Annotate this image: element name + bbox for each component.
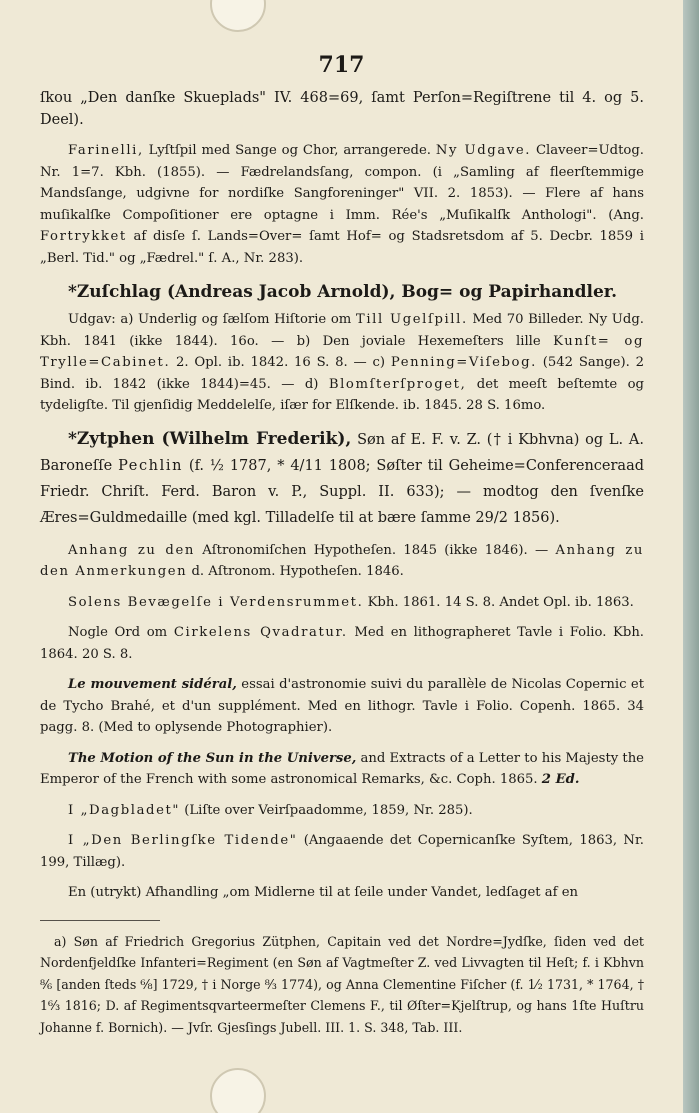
zuschlag-f: det meeſt beſtemte og tydeligſte. Til gjenſidig Meddelelſe, iſær for Elſkende. ib. 1845. 28 S. 16mo. [40,376,644,413]
zuschlag-e: (542 Sange). 2 Bind. ib. 1842 (ikke 1844)=45. — d) [40,355,644,392]
ny-udg: Ny Udg. [588,312,644,327]
zytphen-entry [40,426,644,531]
kunst-cabinet: Kunſt= og Trylle=Cabinet. [40,333,644,370]
anhang-1-rest: Aſtronomiſchen Hypotheſen. 1845 (ikke 1846). — [202,542,549,558]
motion-title: The Motion of the Sun in the Universe, [68,750,357,766]
ny-udgave: Ny Udgave. [435,143,532,158]
nogle-lead: Nogle Ord om [68,625,168,640]
afhandling-line: En (utrykt) Afhandling „om Midlerne til at ſeile under Vandet, ledſaget af en [68,885,579,900]
fortrykket: Fortrykket [40,229,127,244]
zuschlag-entry [40,309,644,417]
blomstersproget: Blomſterſproget, [328,376,467,392]
solens-title: Solens Bevægelſe i Verdensrummet. [68,594,364,610]
motion-edition: 2 Ed. [541,772,580,787]
anhang-1-title: Anhang zu den [68,542,195,558]
zytphen-b: (f. ½ 1787, * 4/11 1808; Søſter til Geheime=Conferenceraad Friedr. Chriſt. Ferd. Baron v. P., Suppl. II. 633); — modtog den ſvenſke Æres=Guldmedaille (med kgl. Tilladelſe til at bære ſamme 29/2 1856). [40,457,644,526]
zuschlag-b: Med 70 Billeder. [472,312,584,327]
intro-line: ſkou „Den danſke Skueplads" IV. 468=69, ſamt Perſon=Regiſtrene til 4. og 5. Deel). [40,90,644,128]
solens-rest: Kbh. 1861. 14 S. 8. Andet Opl. ib. 1863. [367,594,634,610]
motion-rest: and Extracts of a Letter to his Majesty the Emperor of the French with some astronomical Remarks, &c. Coph. 1865. [40,750,644,787]
penning-visebog: Penning=Viſebog. [390,355,537,370]
zuschlag-c: Kbh. 1841 (ikke 1844). 16o. — b) Den joviale Hexemeſters lille [40,333,541,349]
binding-hole-top [210,0,266,32]
berlingske-entry [40,830,644,873]
till-ugelspill: Till Ugelſpill. [355,312,468,327]
mouvement-title: Le mouvement sidéral, [68,677,237,692]
mouvement-entry [40,674,644,739]
book-spine [683,0,699,1113]
motion-entry [40,748,644,791]
page-body [40,88,644,1047]
dagbladet-title: I „Dagbladet" [68,802,181,818]
zytphen-heading: *Zytphen (Wilhelm Frederik), [68,428,352,449]
farinelli-entry [40,140,644,269]
farinelli-desc-b: Claveer=Udtog. Nr. 1=7. Kbh. (1855). — Fædrelandsſang, compon. (i „Samling af fleerſtemmige Mandsſange, udgivne for nordiſke Sangforeninger" VII. 2. 1853). — Flere af hans muſikalſke Compoſitioner ere optagne i Imm. Rée's „Muſikalſk Anthologi". (Ang. [40,143,644,223]
page-number: 717 [318,52,365,78]
anhang-1 [40,540,644,583]
zuschlag-heading: *Zuſchlag (Andreas Jacob Arnold), Bog= og Papirhandler. [68,282,618,302]
footnote-rule [40,920,160,921]
binding-hole-bottom [210,1068,266,1113]
nogle-entry [40,622,644,665]
dagbladet-entry [40,800,644,822]
anhang-2-rest: d. Aſtronom. Hypotheſen. 1846. [191,564,404,579]
farinelli-desc: Lyſtſpil med Sange og Chor, arrangerede. [148,143,431,158]
farinelli-desc-c: af disſe ſ. Lands=Over= ſamt Hof= og Stadsretsdom af 5. Decbr. 1859 i „Berl. Tid." og „Fædrel." ſ. A., Nr. 283). [40,229,644,266]
zuschlag-a: Udgav: a) Underlig og ſælſom Hiſtorie om [68,312,352,327]
dagbladet-rest: (Liſte over Veirſpaadomme, 1859, Nr. 285). [184,802,473,818]
zuschlag-d: 2. Opl. ib. 1842. 16 S. 8. — c) [176,355,386,370]
zytphen-a: Søn af E. F. v. Z. († i Kbhvna) og L. A. Baroneſſe [40,431,644,474]
berlingske-rest: (Angaaende det Copernicanſke Syſtem, 1863, Nr. 199, Tillæg). [40,833,644,870]
footnote: a) Søn af Friedrich Gregorius Zütphen, Capitain ved det Nordre=Jydſke, ſiden ved det Nordenfjeldſke Infanteri=Regiment (en Søn af Vagtmeſter Z. ved Livvagten til Heſt; f. i Kbhvn ⁸⁄₆ [anden ſteds ⁶⁄₈] 1729, † i Norge ⁸⁄₃ 1774), og Anna Clementine Fiſcher (f. 1⁄₂ 1731, * 1764, † 1⁶⁄₃ 1816; D. af Regimentsqvarteermeſter Clemens F., til Øſter=Kjelſtrup, og hans 1ſte Huſtru Johanne f. Bornich). — Jvſr. Gjesſings Jubell. III. 1. S. 348, Tab. III. [40,933,644,1035]
solens-entry [40,592,644,614]
berlingske-title: I „Den Berlingſke Tidende" [68,833,298,848]
nogle-rest: Med en lithographeret Tavle i Folio. Kbh. 1864. 20 S. 8. [40,625,645,662]
cirkelens-title: Cirkelens Qvadratur. [173,625,348,640]
farinelli-title: Farinelli, [68,143,144,158]
mouvement-rest: essai d'astronomie suivi du parallèle de Nicolas Copernic et de Tycho Brahé, et d'un supplément. Med en lithogr. Tavle i Folio. Copenh. 1865. 34 pagg. 8. (Med to oplysende Photographier). [40,677,644,735]
anhang-2-title: Anhang zu den Anmerkungen [40,542,644,579]
pechlin: Pechlin [118,457,184,474]
